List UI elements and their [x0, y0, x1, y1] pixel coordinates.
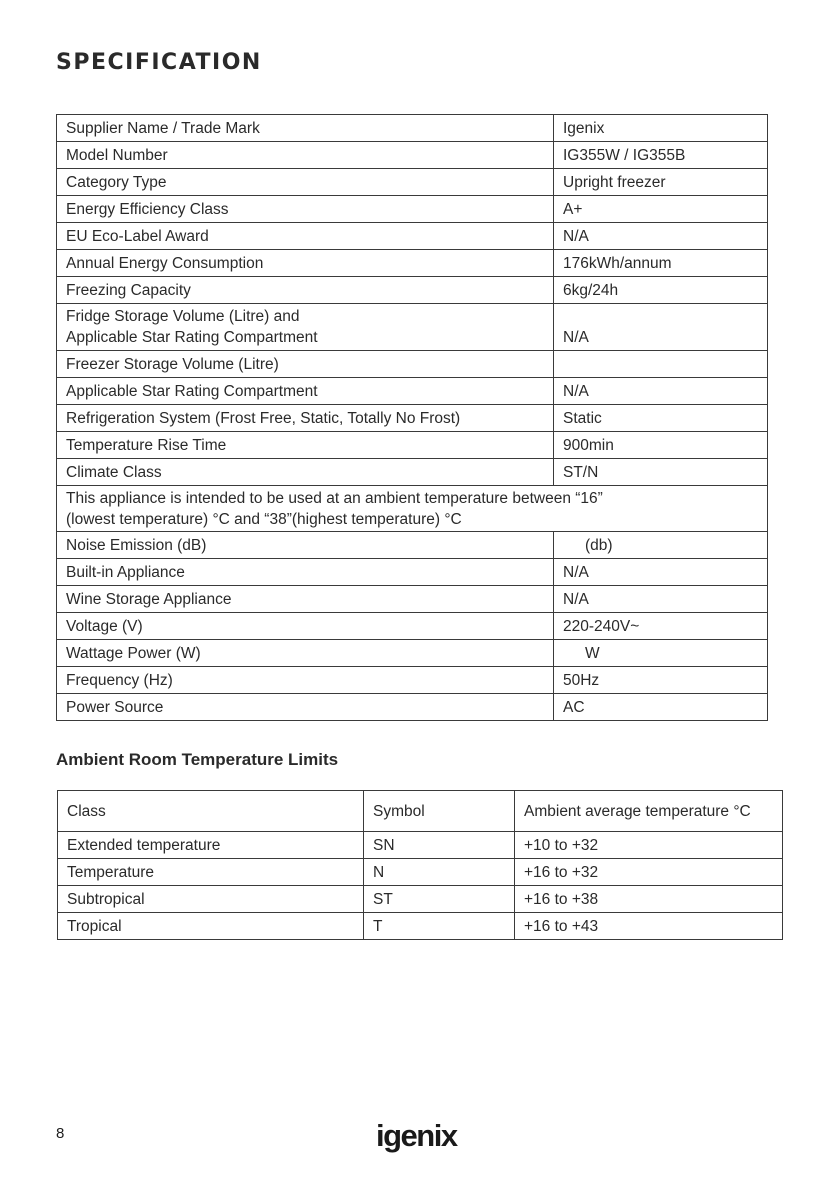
spec-value: 220-240V~	[554, 613, 768, 640]
spec-label: Category Type	[57, 169, 554, 196]
table-row	[57, 613, 768, 640]
brand-logo: igenix	[376, 1118, 457, 1153]
ambient-note	[57, 486, 768, 532]
table-row	[57, 432, 768, 459]
table-row	[57, 559, 768, 586]
spec-label: Applicable Star Rating Compartment	[57, 378, 554, 405]
table-row	[57, 351, 768, 378]
table-row	[57, 277, 768, 304]
spec-value: N/A	[554, 586, 768, 613]
column-header: Ambient average temperature °C	[515, 791, 783, 832]
spec-label-line: Applicable Star Rating Compartment	[66, 329, 318, 346]
page-title: SPECIFICATION	[56, 50, 262, 75]
table-row	[57, 667, 768, 694]
spec-value: N/A	[554, 223, 768, 250]
temperature-cell: +10 to +32	[515, 832, 783, 859]
spec-value: IG355W / IG355B	[554, 142, 768, 169]
spec-label: Noise Emission (dB)	[57, 532, 554, 559]
table-row	[57, 405, 768, 432]
class-cell: Temperature	[58, 859, 364, 886]
spec-value: A+	[554, 196, 768, 223]
temperature-cell: +16 to +38	[515, 886, 783, 913]
symbol-cell: SN	[364, 832, 515, 859]
table-row	[58, 913, 783, 940]
table-row	[57, 169, 768, 196]
spec-label: Freezer Storage Volume (Litre)	[57, 351, 554, 378]
table-row	[58, 832, 783, 859]
table-row	[57, 304, 768, 351]
temperature-cell: +16 to +43	[515, 913, 783, 940]
spec-value	[554, 351, 768, 378]
spec-label: Power Source	[57, 694, 554, 721]
table-row	[57, 142, 768, 169]
spec-value: N/A	[554, 378, 768, 405]
spec-label: Model Number	[57, 142, 554, 169]
spec-value: Static	[554, 405, 768, 432]
symbol-cell: T	[364, 913, 515, 940]
class-cell: Subtropical	[58, 886, 364, 913]
table-row	[57, 459, 768, 486]
spec-label: EU Eco-Label Award	[57, 223, 554, 250]
table-row	[58, 859, 783, 886]
class-cell: Extended temperature	[58, 832, 364, 859]
column-header: Symbol	[364, 791, 515, 832]
spec-value: ST/N	[554, 459, 768, 486]
spec-label: Built-in Appliance	[57, 559, 554, 586]
class-cell: Tropical	[58, 913, 364, 940]
spec-value: W	[554, 640, 768, 667]
spec-value: N/A	[554, 559, 768, 586]
spec-label: Refrigeration System (Frost Free, Static, Totally No Frost)	[57, 405, 554, 432]
table-row	[57, 196, 768, 223]
spec-value: Upright freezer	[554, 169, 768, 196]
spec-label: Freezing Capacity	[57, 277, 554, 304]
spec-value: 176kWh/annum	[554, 250, 768, 277]
specification-table	[56, 114, 768, 721]
table-row	[57, 115, 768, 142]
column-header: Class	[58, 791, 364, 832]
spec-value: 6kg/24h	[554, 277, 768, 304]
spec-label: Climate Class	[57, 459, 554, 486]
spec-label-line: Fridge Storage Volume (Litre) and	[66, 308, 300, 325]
table-row	[57, 586, 768, 613]
spec-label: Voltage (V)	[57, 613, 554, 640]
table-row	[57, 694, 768, 721]
spec-value: N/A	[554, 304, 768, 351]
table-row	[57, 223, 768, 250]
ambient-temperature-table	[57, 790, 783, 940]
page-number: 8	[56, 1125, 65, 1142]
spec-value: AC	[554, 694, 768, 721]
table-row	[57, 486, 768, 532]
table-row	[57, 378, 768, 405]
spec-label	[57, 304, 554, 351]
ambient-section-heading: Ambient Room Temperature Limits	[56, 750, 339, 769]
table-row	[57, 532, 768, 559]
symbol-cell: N	[364, 859, 515, 886]
table-row	[58, 886, 783, 913]
temperature-cell: +16 to +32	[515, 859, 783, 886]
ambient-note-line: (lowest temperature) °C and “38”(highest temperature) °C	[66, 510, 462, 528]
spec-value: 900min	[554, 432, 768, 459]
table-row	[57, 640, 768, 667]
spec-label: Annual Energy Consumption	[57, 250, 554, 277]
spec-label: Energy Efficiency Class	[57, 196, 554, 223]
spec-label: Wattage Power (W)	[57, 640, 554, 667]
table-header-row	[58, 791, 783, 832]
symbol-cell: ST	[364, 886, 515, 913]
spec-value: 50Hz	[554, 667, 768, 694]
spec-label: Wine Storage Appliance	[57, 586, 554, 613]
spec-label: Temperature Rise Time	[57, 432, 554, 459]
spec-label: Supplier Name / Trade Mark	[57, 115, 554, 142]
table-row	[57, 250, 768, 277]
spec-label: Frequency (Hz)	[57, 667, 554, 694]
spec-value: (db)	[554, 532, 768, 559]
spec-value: Igenix	[554, 115, 768, 142]
ambient-note-line: This appliance is intended to be used at an ambient temperature between “16”	[66, 489, 603, 507]
